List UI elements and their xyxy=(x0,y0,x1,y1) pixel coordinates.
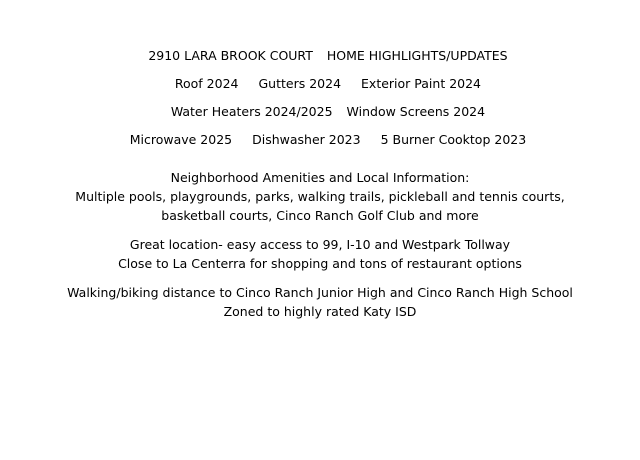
update-item: Microwave 2025 xyxy=(129,132,233,147)
update-item: Gutters 2024 xyxy=(258,76,342,91)
update-item: 5 Burner Cooktop 2023 xyxy=(380,132,527,147)
update-item: Water Heaters 2024/2025 xyxy=(170,104,333,119)
update-item: Dishwasher 2023 xyxy=(252,132,361,147)
location-line: Close to La Centerra for shopping and tons of restaurant options xyxy=(118,256,522,271)
update-item: Exterior Paint 2024 xyxy=(361,76,482,91)
amenities-line: basketball courts, Cinco Ranch Golf Club and more xyxy=(161,208,479,223)
amenities-line: Multiple pools, playgrounds, parks, walking trails, pickleball and tennis courts, xyxy=(75,189,565,204)
amenities-heading: Neighborhood Amenities and Local Information: xyxy=(170,170,470,185)
location-line: Great location- easy access to 99, I-10 and Westpark Tollway xyxy=(129,237,511,252)
property-address: 2910 LARA BROOK COURT xyxy=(148,48,313,63)
updates-row-3 xyxy=(0,111,640,168)
page-title: HOME HIGHLIGHTS/UPDATES xyxy=(326,48,508,63)
update-item: Window Screens 2024 xyxy=(346,104,486,119)
schools-line: Walking/biking distance to Cinco Ranch Junior High and Cinco Ranch High School xyxy=(67,285,573,300)
schools-line: Zoned to highly rated Katy ISD xyxy=(223,304,417,319)
update-item: Roof 2024 xyxy=(174,76,239,91)
